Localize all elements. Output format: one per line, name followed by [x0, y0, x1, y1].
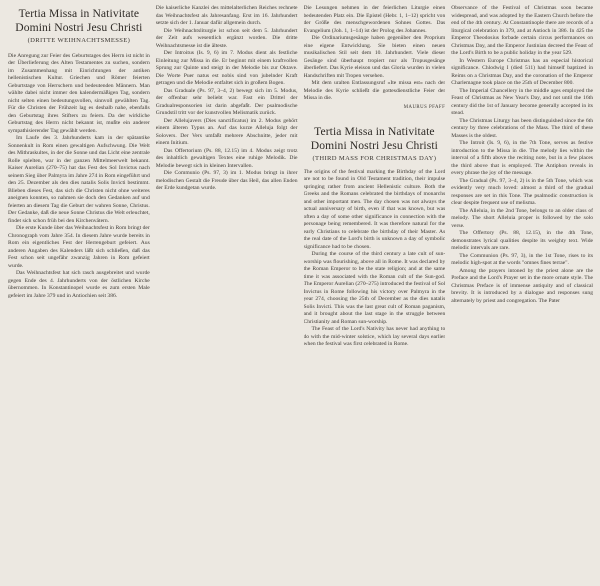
column-4: [451, 5, 593, 586]
english-title-block: [306, 125, 444, 163]
english-paragraph: The Alleluia, in the 2nd Tone, belongs to an older class of melody. The short Alleluia proper is followed by the solo verse.: [451, 207, 593, 229]
german-paragraph: Das Offertorium (Ps. 88, 12.15) im 4. Modus zeigt trotz des inhaltlich gewaltigen Textes eine ruhige Melodik. Die Melodie bewegt sich in kleinen Intervallen.: [155, 147, 298, 169]
german-paragraph: Die Weihnachtsliturgie ist schon seit dem 5. Jahrhundert der Zeit aufs wesentlich ergänzt worden. Die dritte Weihnachtsmesse ist die älteste.: [155, 27, 298, 49]
german-paragraph: Das Weihnachtsfest hat sich rasch ausgebreitet und wurde gegen Ende des 4. Jahrhunderts von der östlichen Kirche übernommen. In Konstantinopel wurde es zum ersten Male gefeiert im Jahre 379 und in Antiochien seit 386.: [8, 270, 150, 299]
english-paragraph: Among the prayers intoned by the priest alone are the Preface and the Lord's Prayer set in the more ornate style. The Christmas Preface is of immense antiquity and of classical brevity. It is introduced by a dialogue and responses sung alternately by priest and congregation. The Pater: [451, 267, 593, 304]
english-paragraph: The Communion (Ps. 97, 3), in the 1st Tone, rises to its melodic high-spot at the words "omnes fines terrae".: [451, 252, 593, 266]
english-paragraph: The Introit (Is. 9, 6), in the 7th Tone, serves as festive introduction to the Missa in die. The melody lies within the interval of a fifth above the reciting note, but in a few places the third above that is employed. The Antiphon reveals in every phrase the joy of the message.: [451, 140, 593, 176]
german-paragraph: Die kaiserliche Kanzlei des mittelalterlichen Reiches rechnete das Weihnachtsfest als Jahresanfang. Erst im 16. Jahrhundert setzte sich der 1. Januar dafür allgemein durch.: [155, 5, 298, 26]
english-paragraph: The origins of the festival marking the Birthday of the Lord are not to be found in Old Testament tradition, their impulse springing rather from ancient Hellenistic culture. Both the Greeks and the Romans celebrated the birthdays of monarchs and other important men. The day chosen was not always the actual anniversary of birth, even if that was known, but was often a day of some other significance in connection with the personage being remembered. It was therefore natural for the early Christians to celebrate the birthday of their Master. As the real date of the Lord's birth is unknown a day of symbolic significance had to be chosen.: [303, 168, 446, 250]
german-paragraph: Die erste Kunde über das Weihnachtsfest in Rom bringt der Chronograph vom Jahre 354. In diesem Jahre wurde bereits in Rom ein eigentliches Fest der Herrengeburt gefeiert. Aus anderen Angaben des Kalenders läßt sich schließen, daß das Fest schon seit ungefähr zwanzig Jahren in Rom gefeiert wurde.: [8, 225, 150, 269]
column-3: [304, 5, 446, 586]
english-paragraph: The Offertory (Ps. 88, 12.15), in the 4th Tone, demonstrates lyrical qualities despite its weighty text. Wide melodic intervals are rare.: [451, 230, 593, 251]
german-paragraph: Die Anregung zur Feier des Geburtstages des Herrn ist nicht in der Überlieferung des Alten Testamentes zu suchen, sondern im Zusammenhang mit Einrichtungen der antiken hellenistischen Kultur. Griechen und Römer feierten Geburtstage von Herrschern und bedeutenden Männern. Man wählte dabei nicht immer den kalendermäßigen Tag, sondern nicht selten einen bedeutungsvollen, sinnvoll gewählten Tag. Für die Christen der Frühzeit lag es deshalb nahe, ebenfalls den Geburtstag ihres Stifters zu feiern. Da der wirkliche Geburtstag des Herrn nicht bekannt ist, mußte ein anderer sympathisierender Tag gewählt werden.: [8, 52, 150, 134]
german-title-line-1: Tertia Missa in Nativitate: [18, 7, 140, 20]
german-paragraph: Im Laufe des 3. Jahrhunderts kam in der spätantike Sonnenkult in Rom einen gewaltigen Aufschwung. Die Welt des Mithraskultes, in der die Sonne und das Licht eine zentrale Rolle spielten, war in der ganzen Mittelmeerwelt bekannt. Kaiser Aurelian (270–75) hat das Fest des Sol Invictus nach seinem Sieg über Palmyra im Jahre 274 in Rom eingeführt und den 25. Dezember als den dies natalis Solis Invicti bestimmt. Blieben dieses Fest, das sich die Christen nicht ohne weiteres aneignen konnten, so nahmen sie doch den Gedanken auf und feierten an diesem Tag die Geburt der wahren Sonne, Christus. Der Gedanke, daß die neue Sonne Christus die Welt erleuchtet, findet sich schon früh bei den Kirchenvätern.: [8, 135, 150, 224]
english-paragraph: The Gradual (Ps. 97, 3–4, 2) is in the 5th Tone, which was evidently very much loved: almost a third of the gradual responses are set in this Tone. The psalmodic construction is clear despite frequent use of melisma.: [451, 177, 593, 206]
german-paragraph: Mit dem uralten Entlassungsruf »Ite missa est« nach der Melodie des Kyrie schließt die gottesdienstliche Feier der Missa in die.: [303, 80, 446, 101]
german-paragraph: Das Graduale (Ps. 97, 3–4, 2) bewegt sich im 5. Modus, der offenbar sehr beliebt war. Fast ein Drittel der Gradualresponsorien ist darin abgefaßt. Der psalmodische Grundstil tritt vor der kunstvollen Melismatik zurück.: [155, 87, 298, 116]
english-paragraph: The Christmas Liturgy has been distinguished since the 6th century by three celebrations of the Mass. The third of these Masses is the oldest.: [451, 117, 593, 139]
english-title-line-2: Domini Nostri Jesu Christi: [310, 138, 438, 152]
column-2: [156, 5, 298, 586]
german-title-line-2: Domini Nostri Jesu Christi: [15, 20, 143, 34]
german-paragraph: Die Communio (Ps. 97, 3) im 1. Modus bringt in ihrer melodischen Gestalt die Freude über das Heil, das allen Enden der Erde kundgetan wurde.: [155, 170, 298, 191]
german-subtitle: (DRITTE WEIHNACHTSMESSE): [27, 37, 131, 44]
english-paragraph: During the course of the third century a late cult of sun-worship was flourishing, above all in Rome. It was declared by the Roman Emperor to be the state religion; and at the same time it was associated with the Roman cult of the Sun-god. The Emperor Aurelian (270–275) introduced the festival of Sol Invictus in Rome following his victory over Palmyra in the year 274, choosing the 25th of December as the dies natalis Solis Invicti. This was the last great cult of Roman paganism, and it brought about the last stage in the struggle between Christianity and Roman sun-worship.: [303, 251, 446, 325]
english-paragraph: In Western Europe Christmas has an especial historical significance. Chlodwig I (died 511) had himself baptized in Reims on a Christmas Day, and the coronation of the Emperor Charlemagne took place on the 25th of December 800.: [451, 57, 593, 86]
german-paragraph: Die Lesungen nehmen in der feierlichen Liturgie einen bedeutenden Platz ein. Die Epistel (Hebr. 1, 1–12) spricht von der Größe des menschgewordenen Sohnes Gottes. Das Evangelium (Joh. 1, 1–14) ist der Prolog des Johannes.: [303, 5, 446, 34]
author-signature: MAURUS PFAFF: [403, 104, 446, 110]
english-paragraph: The Imperial Chancellery in the middle ages employed the Feast of Christmas as New Year's Day, and not until the 16th century did the 1st of January become generally accepted in its stead.: [451, 87, 593, 116]
german-paragraph: Der Introitus (Is. 9, 6) im 7. Modus dient als festliche Einleitung zur Missa in die. Er beginnt mit einem kraftvollen Sprung zur Quinte und steigt in der Melodie bis zur Oktave. Die Worte Puer natus est nobis sind von jubelnder Kraft getragen und die Melodie entfaltet sich in großem Bogen.: [155, 50, 298, 86]
english-subtitle: (THIRD MASS FOR CHRISTMAS DAY): [312, 155, 437, 162]
english-title-line-1: Tertia Missa in Nativitate: [314, 125, 435, 138]
german-paragraph: Die Ordinariumsgesänge haben gegenüber den Proprium eine eigene Entwicklung. Sie bieten einen neuen musikalischen Stil seit dem 10. Jahrhundert. Viele dieser Gesänge sind überhaupt tropiert nur als Tropusgesänge überliefert. Das Kyrie eleison und das Gloria wurden in vielen Handschriften mit Tropen versehen.: [303, 35, 446, 79]
column-1: [8, 5, 150, 586]
german-title-block: [10, 7, 148, 45]
english-paragraph: The Feast of the Lord's Nativity has never had anything to do with the mid-winter solstice, which lay several days earlier when the festival was first celebrated in Rome.: [303, 326, 446, 347]
german-paragraph: Der Allelujavers (Dies sanctificatus) im 2. Modus gehört einem älteren Typus an. Auf das kurze Alleluja folgt der Solovers. Der Vers umfaßt mehrere Abschnitte, jeder mit einem Initium.: [155, 117, 298, 146]
english-paragraph: Observance of the Festival of Christmas soon became widespread, and was adopted by the Eastern Church before the end of the 4th century. At Constantinople there are records of a liturgical celebration in 379, and at Antioch in 386. In 425 the Emperor Theodosius forbade certain circus performances on Christmas Day, and the Emperor Justinian decreed the Feast of the Lord's Birth to be a public holiday in the year 529.: [451, 5, 593, 56]
